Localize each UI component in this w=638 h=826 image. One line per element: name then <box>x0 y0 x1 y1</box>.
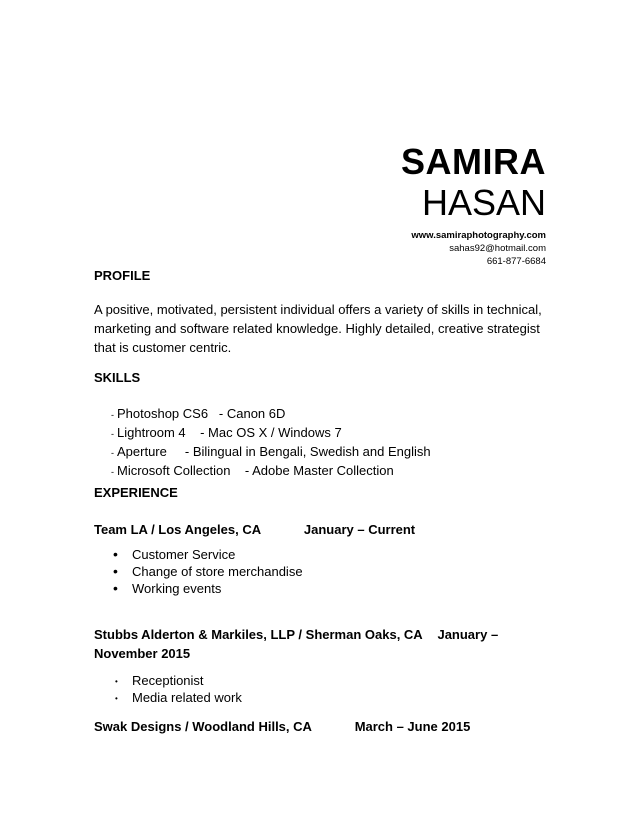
bullet-icon: • <box>115 677 118 686</box>
experience-heading: EXPERIENCE <box>94 485 178 500</box>
dash-icon: - <box>111 429 114 439</box>
job-dates: January – Current <box>303 522 416 537</box>
job-employer: Team LA / Los Angeles, CA <box>94 522 261 537</box>
list-item: • Change of store merchandise <box>113 563 303 579</box>
job-employer: Stubbs Alderton & Markiles, LLP / Sherman Oaks, CA <box>94 627 423 642</box>
resume-header <box>401 142 546 268</box>
dash-icon: - <box>111 448 114 458</box>
job-employer: Swak Designs / Woodland Hills, CA <box>94 719 312 734</box>
skill-item: - Aperture - Bilingual in Bengali, Swedish and English <box>111 444 431 459</box>
profile-line: marketing and software related knowledge. Highly detailed, creative strategist <box>94 321 540 336</box>
dash-icon: - <box>111 410 114 420</box>
skills-heading: SKILLS <box>94 370 141 385</box>
job-duties <box>113 546 303 597</box>
phone-number: 661-877-6684 <box>486 256 546 267</box>
bullet-icon: • <box>113 546 118 562</box>
skill-item: - Microsoft Collection - Adobe Master Collection <box>111 463 394 478</box>
profile-heading: PROFILE <box>94 268 151 283</box>
skill-item: - Lightroom 4 - Mac OS X / Windows 7 <box>111 425 342 440</box>
job-title <box>94 625 504 663</box>
skill-item: - Photoshop CS6 - Canon 6D <box>111 406 286 421</box>
first-name: SAMIRA <box>401 141 546 182</box>
job-dates-continued: November 2015 <box>94 646 191 661</box>
list-item: • Media related work <box>115 690 242 705</box>
job-title <box>94 520 415 539</box>
dash-icon: - <box>111 467 114 477</box>
website-link[interactable]: www.samiraphotography.com <box>411 230 546 241</box>
job-dates: January – <box>437 627 499 642</box>
job-dates: March – June 2015 <box>354 719 471 734</box>
job-title <box>94 717 470 736</box>
bullet-icon: • <box>113 580 118 596</box>
job-duties <box>113 672 242 706</box>
profile-text <box>94 300 544 357</box>
bullet-icon: • <box>115 694 118 703</box>
profile-line: that is customer centric. <box>94 340 232 355</box>
list-item: • Receptionist <box>115 673 204 688</box>
bullet-icon: • <box>113 563 118 579</box>
profile-line: A positive, motivated, persistent individual offers a variety of skills in technical, <box>94 302 542 317</box>
list-item: • Customer Service <box>113 546 236 562</box>
list-item: • Working events <box>113 580 222 596</box>
email-link[interactable]: sahas92@hotmail.com <box>449 243 546 254</box>
skills-list <box>111 405 431 481</box>
last-name: HASAN <box>421 182 546 223</box>
